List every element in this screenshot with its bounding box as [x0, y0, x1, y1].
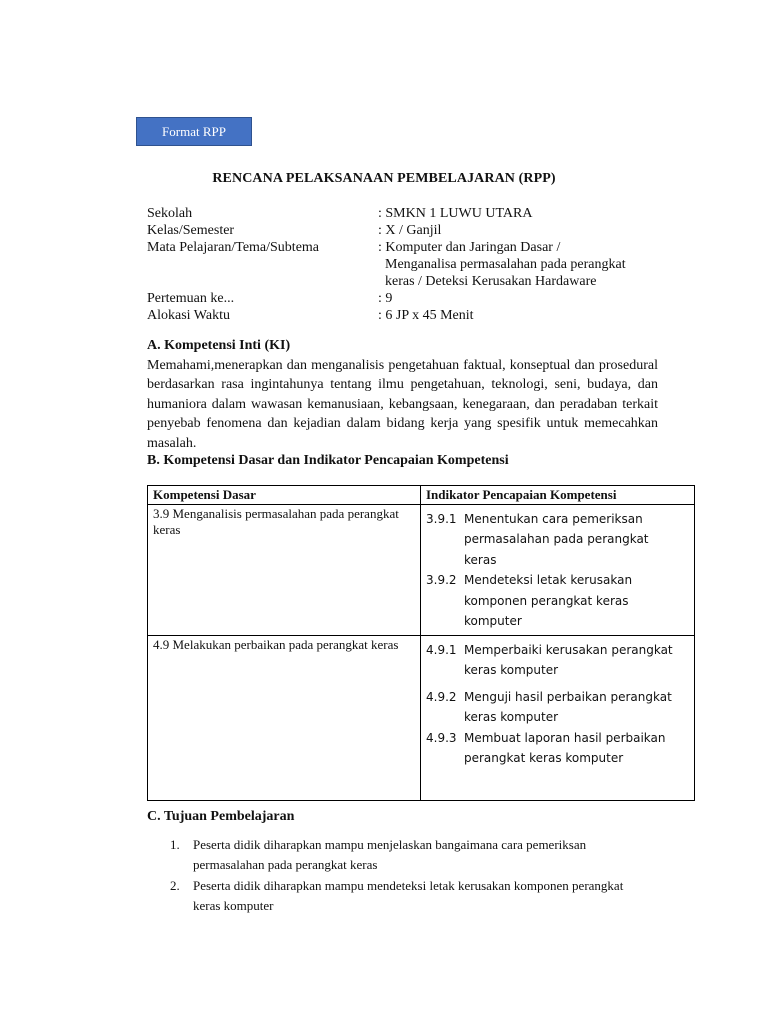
list-item	[170, 835, 653, 875]
info-value-line: keras / Deteksi Kerusakan Hardaware	[385, 274, 597, 289]
info-value: : 9	[378, 291, 393, 306]
info-value	[378, 239, 678, 290]
info-label: Alokasi Waktu	[147, 308, 230, 323]
info-row-subject	[147, 239, 678, 290]
table-row	[148, 505, 695, 636]
document-title: RENCANA PELAKSANAAN PEMBELAJARAN (RPP)	[212, 171, 556, 186]
info-row-class	[147, 222, 678, 239]
section-b-heading: B. Kompetensi Dasar dan Indikator Pencapaian Kompetensi	[147, 453, 509, 468]
table-header-kd: Kompetensi Dasar	[148, 486, 421, 505]
kd-cell: 4.9 Melakukan perbaikan pada perangkat keras	[148, 636, 421, 801]
list-item	[170, 876, 653, 916]
indicator-number: 3.9.2	[426, 573, 457, 588]
identity-block	[147, 205, 678, 324]
indicator-cell	[421, 505, 695, 636]
list-item-text: Peserta didik diharapkan mampu mendeteksi letak kerusakan komponen perangkat keras komputer	[193, 878, 624, 913]
list-item-text: Peserta didik diharapkan mampu menjelaskan bangaimana cara pemeriksan permasalahan pada perangkat keras	[193, 837, 587, 872]
list-item-number: 1.	[170, 837, 180, 852]
info-label: Mata Pelajaran/Tema/Subtema	[147, 240, 320, 255]
section-c-heading: C. Tujuan Pembelajaran	[147, 809, 295, 824]
info-row-meeting	[147, 290, 678, 307]
info-label: Pertemuan ke...	[147, 291, 235, 306]
kd-cell: 3.9 Menganalisis permasalahan pada perangkat keras	[148, 505, 421, 636]
info-value: : X / Ganjil	[378, 223, 442, 238]
table-header-indicator: Indikator Pencapaian Kompetensi	[421, 486, 695, 505]
competency-table	[147, 485, 695, 801]
info-label: Sekolah	[147, 206, 193, 221]
objectives-list	[170, 835, 653, 917]
indicator-item	[426, 728, 689, 769]
indicator-item	[426, 640, 689, 681]
indicator-item	[426, 570, 689, 631]
indicator-text: Menentukan cara pemeriksan permasalahan pada perangkat keras	[464, 512, 649, 567]
info-row-school	[147, 205, 678, 222]
info-value-line: Menganalisa permasalahan pada perangkat	[385, 257, 626, 272]
indicator-text: Memperbaiki kerusakan perangkat keras komputer	[464, 643, 673, 678]
indicator-number: 3.9.1	[426, 512, 457, 526]
info-value-line: : Komputer dan Jaringan Dasar /	[378, 240, 561, 255]
indicator-number: 4.9.1	[426, 643, 457, 657]
section-a-text: Memahami,menerapkan dan menganalisis pengetahuan faktual, konseptual dan prosedural berdasarkan rasa ingintahunya tentang ilmu pengetahuan, teknologi, seni, budaya, dan humaniora dalam wawasan kemanusiaan, kebangsaan, kenegaraan, dan peradaban terkait penyebab fenomena dan kejadian dalam bidang kerja yang spesifik untuk memecahkan masalah.	[147, 358, 658, 451]
indicator-number: 4.9.2	[426, 689, 457, 704]
indicator-text: Membuat laporan hasil perbaikan perangkat keras komputer	[464, 730, 666, 766]
info-value: : 6 JP x 45 Menit	[378, 308, 474, 323]
info-label: Kelas/Semester	[147, 223, 235, 238]
indicator-number: 4.9.3	[426, 730, 457, 745]
info-row-time	[147, 307, 678, 324]
format-rpp-label: Format RPP	[136, 117, 252, 146]
indicator-text: Mendeteksi letak kerusakan komponen perangkat keras komputer	[464, 573, 633, 629]
indicator-cell	[421, 636, 695, 801]
indicator-item	[426, 687, 689, 728]
section-a-heading: A. Kompetensi Inti (KI)	[147, 338, 291, 353]
table-header-row	[148, 486, 695, 505]
table-row	[148, 636, 695, 801]
list-item-number: 2.	[170, 878, 180, 893]
indicator-item	[426, 509, 689, 570]
info-value: : SMKN 1 LUWU UTARA	[378, 206, 533, 221]
indicator-text: Menguji hasil perbaikan perangkat keras komputer	[464, 689, 672, 725]
